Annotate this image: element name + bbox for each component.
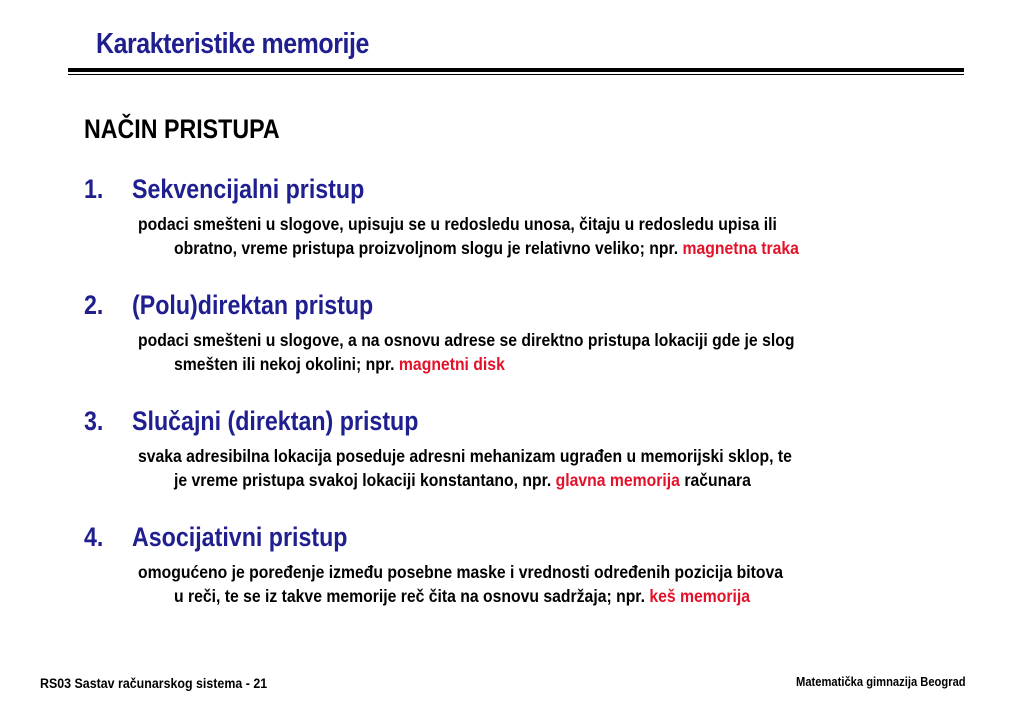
description-text: u reči, te se iz takve memorije reč čita na osnovu sadržaja; npr. [174,586,650,606]
footer-course-label: RS03 Sastav računarskog sistema - 21 [40,676,268,691]
item-header [84,290,964,326]
item-header [84,174,964,210]
item-number: 2. [84,290,104,320]
list-item [84,290,964,376]
item-title: Asocijativni pristup [132,522,348,552]
description-line: svaka adresibilna lokacija poseduje adresni mehanizam ugrađen u memorijski sklop, te [138,446,792,466]
item-title: (Polu)direktan pristup [132,290,374,320]
item-header [84,522,964,558]
footer-school-label: Matematička gimnazija Beograd [796,674,966,689]
slide-title: Karakteristike memorije [96,28,369,60]
title-rule-thin [68,74,964,75]
description-line: podaci smešteni u slogove, a na osnovu adrese se direktno pristupa lokaciji gde je slog [138,330,795,350]
item-description [84,212,958,260]
description-line: podaci smešteni u slogove, upisuju se u redosledu unosa, čitaju u redosledu upisa ili [138,214,777,234]
description-line: omogućeno je poređenje između posebne maske i vrednosti određenih pozicija bitova [138,562,784,582]
description-line [138,236,876,260]
highlighted-example: magnetni disk [398,354,505,374]
list-item [84,406,964,492]
item-title: Slučajni (direktan) pristup [132,406,419,436]
item-header [84,406,964,442]
highlighted-example: keš memorija [649,586,751,606]
description-text: obratno, vreme pristupa proizvoljnom slogu je relativno veliko; npr. [174,238,683,258]
list-item [84,174,964,260]
item-description [84,560,958,608]
description-line [138,584,876,608]
description-text: smešten ili nekoj okolini; npr. [174,354,399,374]
item-number: 1. [84,174,104,204]
highlighted-example: magnetna traka [682,238,799,258]
description-text: je vreme pristupa svakoj lokaciji konstantano, npr. [174,470,556,490]
list-item [84,522,964,608]
description-line [138,468,876,492]
item-title: Sekvencijalni pristup [132,174,365,204]
description-suffix: računara [679,470,751,490]
highlighted-example: glavna memorija [555,470,680,490]
title-rule-thick [68,68,964,72]
description-line [138,352,876,376]
item-description [84,444,958,492]
section-heading: NAČIN PRISTUPA [84,114,280,144]
item-number: 4. [84,522,104,552]
item-description [84,328,958,376]
item-number: 3. [84,406,104,436]
